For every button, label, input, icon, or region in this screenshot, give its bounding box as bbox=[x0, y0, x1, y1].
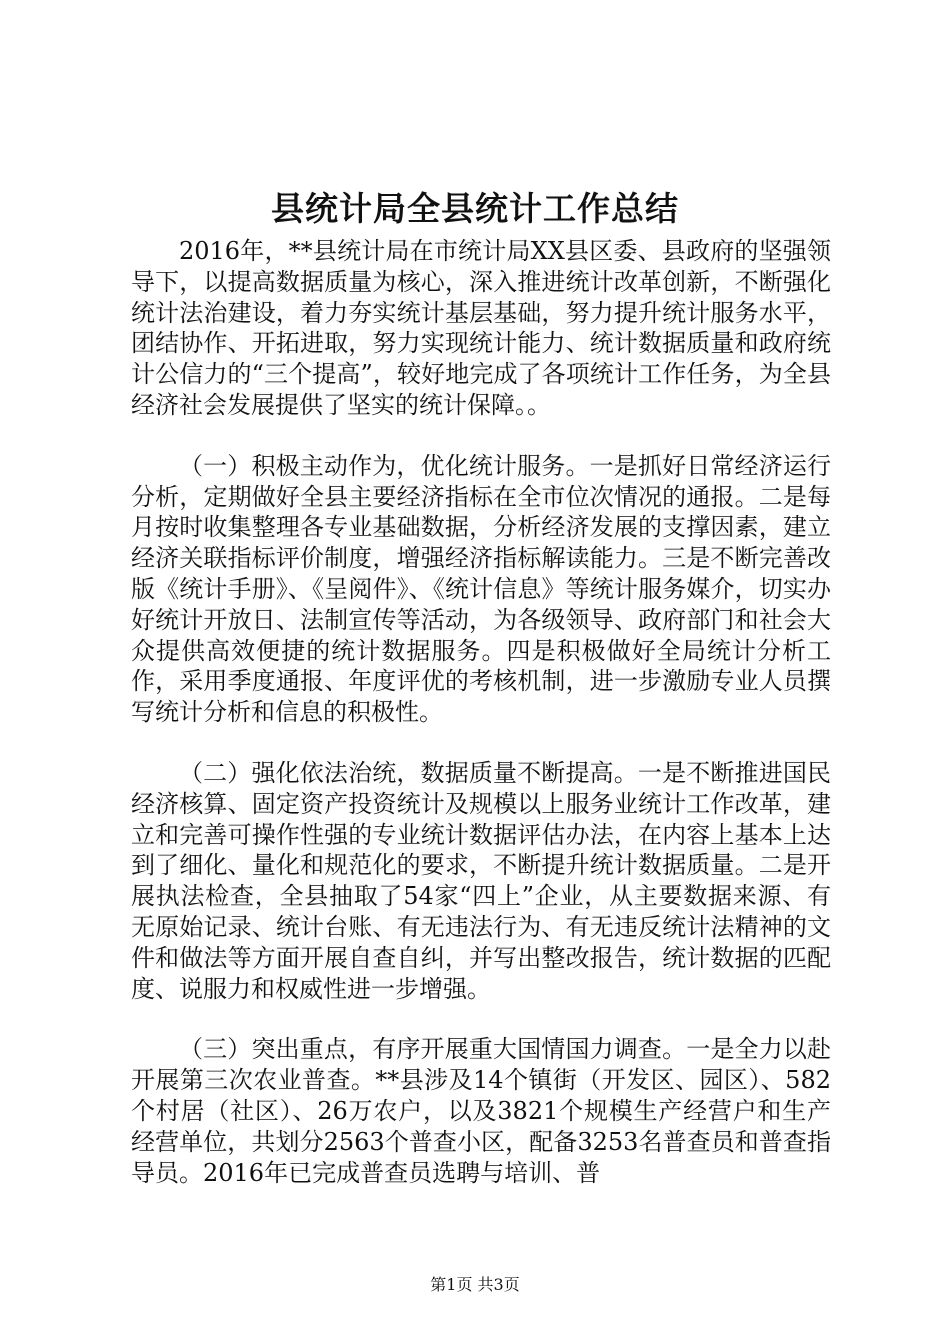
section-1-paragraph: （一）积极主动作为，优化统计服务。一是抓好日常经济运行分析，定期做好全县主要经济指标在全市位次情况的通报。二是每月按时收集整理各专业基础数据，分析经济发展的支撑因素，建立经济关联指标评价制度，增强经济指标解读能力。三是不断完善改版《统计手册》、《呈阅件》、《统计信息》等统计服务媒介，切实办好统计开放日、法制宣传等活动，为各级领导、政府部门和社会大众提供高效便捷的统计数据服务。四是积极做好全局统计分析工作，采用季度通报、年度评优的考核机制，进一步激励专业人员撰写统计分析和信息的积极性。 bbox=[131, 451, 831, 727]
intro-paragraph: 2016年，**县统计局在市统计局XX县区委、县政府的坚强领导下，以提高数据质量为核心，深入推进统计改革创新，不断强化统计法治建设，着力夯实统计基层基础，努力提升统计服务水平，团结协作、开拓进取，努力实现统计能力、统计数据质量和政府统计公信力的“三个提高”，较好地完成了各项统计工作任务，为全县经济社会发展提供了坚实的统计保障。。 bbox=[131, 237, 831, 419]
section-3-paragraph: （三）突出重点，有序开展重大国情国力调查。一是全力以赴开展第三次农业普查。**县涉及14个镇街（开发区、园区）、582个村居（社区）、26万农户，以及3821个规模生产经营户和生产经营单位，共划分2563个普查小区，配备3253名普查员和普查指导员。2016年已完成普查员选聘与培训、普 bbox=[131, 1035, 831, 1187]
section-2-paragraph: （二）强化依法治统，数据质量不断提高。一是不断推进国民经济核算、固定资产投资统计及规模以上服务业统计工作改革，建立和完善可操作性强的专业统计数据评估办法，在内容上基本上达到了细化、量化和规范化的要求，不断提升统计数据质量。二是开展执法检查，全县抽取了54家“四上”企业，从主要数据来源、有无原始记录、统计台账、有无违法行为、有无违反统计法精神的文件和做法等方面开展自查自纠，并写出整改报告，统计数据的匹配度、说服力和权威性进一步增强。 bbox=[131, 758, 831, 1003]
page-number-footer: 第1页 共3页 bbox=[430, 1275, 520, 1294]
document-body bbox=[131, 236, 831, 1188]
document-title: 县统计局全县统计工作总结 bbox=[271, 189, 679, 228]
